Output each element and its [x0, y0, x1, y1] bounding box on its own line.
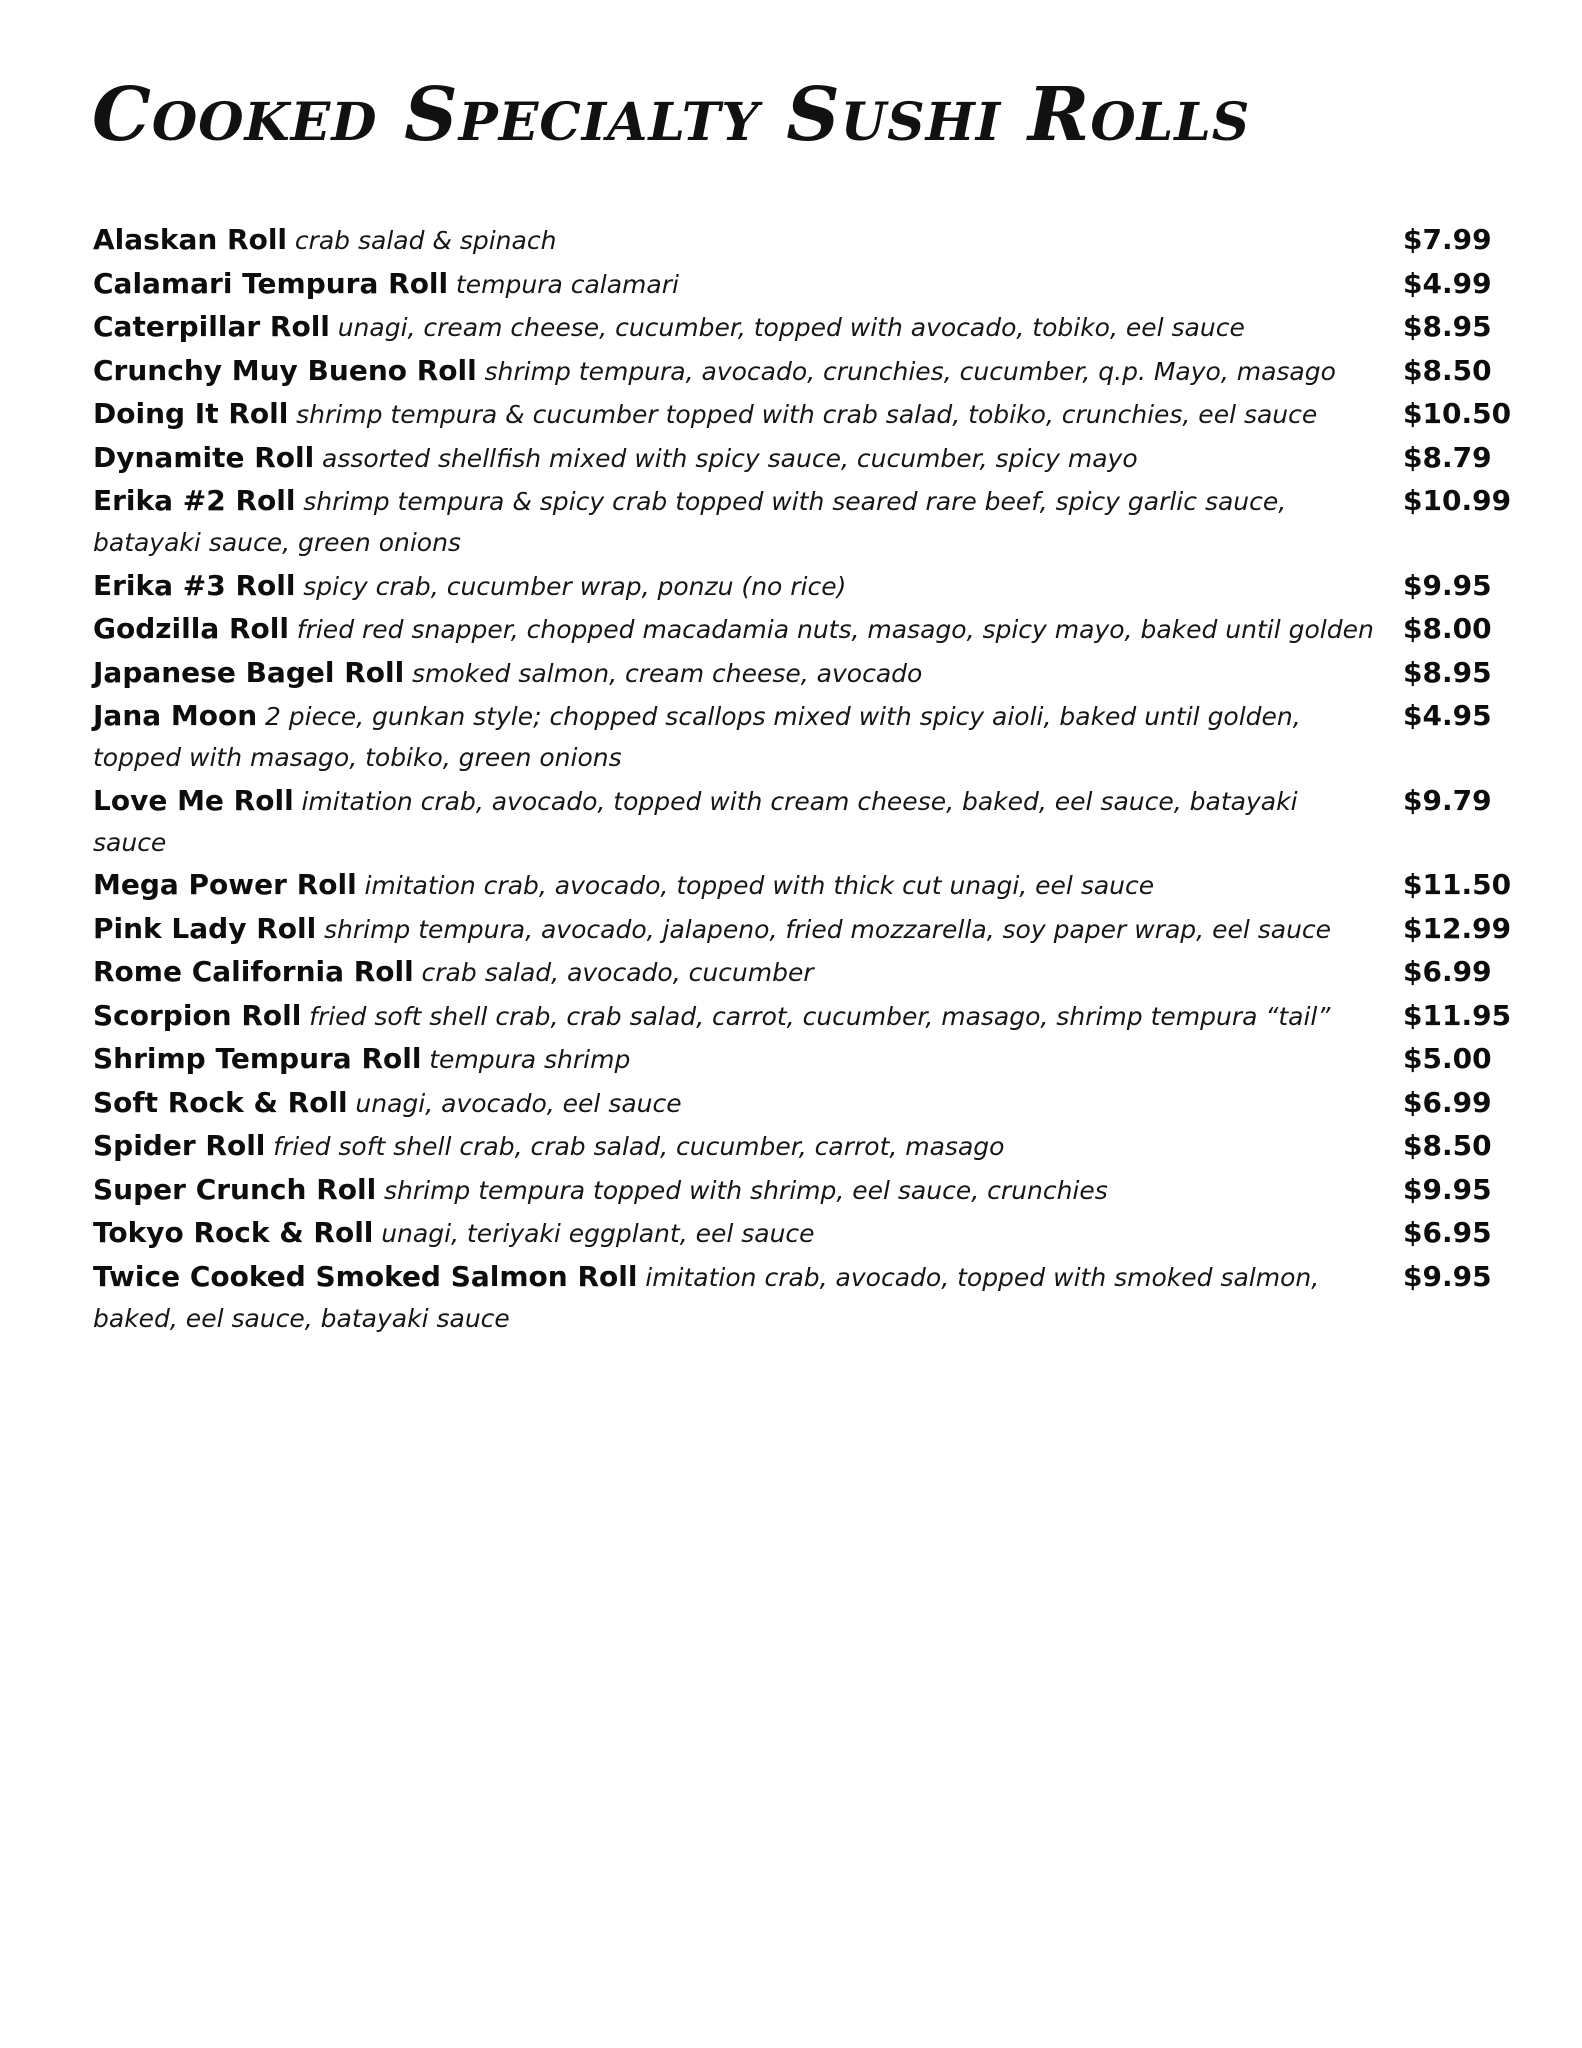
- item-name: Dynamite Roll: [93, 440, 315, 474]
- item-name: Love Me Roll: [93, 783, 294, 817]
- item-price: $8.00: [1403, 612, 1492, 645]
- item-description: unagi, avocado, eel sauce: [355, 1088, 682, 1118]
- item-name: Crunchy Muy Bueno Roll: [93, 353, 477, 387]
- menu-item: [93, 781, 1523, 863]
- item-name: Doing It Roll: [93, 397, 289, 430]
- item-name: Japanese Bagel Roll: [93, 655, 405, 689]
- item-price: $12.99: [1403, 911, 1512, 945]
- item-text: [93, 1039, 1378, 1080]
- item-description: fried soft shell crab, crab salad, carrot, cucumber, masago, shrimp tempura “tail”: [309, 1001, 1331, 1031]
- menu-item: [93, 1083, 1523, 1124]
- menu-item: [93, 1039, 1523, 1080]
- menu-item: [93, 653, 1523, 694]
- item-description: shrimp tempura, avocado, crunchies, cucumber, q.p. Mayo, masago: [484, 356, 1336, 386]
- item-price: $8.79: [1403, 440, 1492, 474]
- menu-item: [93, 394, 1523, 435]
- item-name: Jana Moon: [93, 699, 258, 732]
- item-price: $8.95: [1403, 655, 1492, 689]
- item-price: $7.99: [1403, 223, 1492, 256]
- item-description: fried red snapper, chopped macadamia nuts, masago, spicy mayo, baked until golden: [296, 615, 1374, 644]
- item-description: imitation crab, avocado, topped with smoked salmon, baked, eel sauce, batayaki sauce: [93, 1262, 1320, 1333]
- item-price: $6.99: [1403, 1085, 1492, 1119]
- item-text: [93, 351, 1378, 392]
- item-description: fried soft shell crab, crab salad, cucumber, carrot, masago: [273, 1132, 1005, 1161]
- item-name: Shrimp Tempura Roll: [93, 1042, 422, 1075]
- item-text: [93, 481, 1378, 563]
- item-text: [93, 1126, 1378, 1167]
- menu-item: [93, 264, 1523, 305]
- item-description: imitation crab, avocado, topped with thick cut unagi, eel sauce: [364, 871, 1155, 900]
- item-name: Twice Cooked Smoked Salmon Roll: [93, 1259, 638, 1293]
- item-name: Erika #2 Roll: [93, 484, 296, 517]
- item-price: $8.50: [1403, 1129, 1492, 1162]
- item-price: $4.99: [1403, 266, 1492, 300]
- item-text: [93, 696, 1378, 778]
- item-description: imitation crab, avocado, topped with cream cheese, baked, eel sauce, batayaki sauce: [93, 786, 1298, 857]
- item-description: smoked salmon, cream cheese, avocado: [411, 658, 923, 688]
- item-price: $8.50: [1403, 353, 1492, 387]
- item-name: Erika #3 Roll: [93, 568, 296, 602]
- item-price: $10.50: [1403, 397, 1512, 430]
- menu-item: [93, 1170, 1523, 1211]
- item-name: Alaskan Roll: [93, 223, 288, 256]
- item-description: spicy crab, cucumber wrap, ponzu (no rice): [303, 571, 847, 601]
- menu-item: [93, 865, 1523, 906]
- item-text: [93, 307, 1378, 348]
- menu-item: [93, 996, 1523, 1037]
- menu-title: Cooked Specialty Sushi Rolls: [92, 72, 1251, 158]
- menu-item: [93, 220, 1523, 261]
- item-text: [93, 394, 1378, 435]
- item-text: [93, 1257, 1378, 1339]
- item-text: [93, 781, 1378, 863]
- item-description: assorted shellfish mixed with spicy sauce, cucumber, spicy mayo: [322, 443, 1138, 473]
- menu-item: [93, 1257, 1523, 1339]
- item-name: Spider Roll: [93, 1129, 266, 1162]
- item-text: [93, 264, 1378, 305]
- item-name: Super Crunch Roll: [93, 1172, 377, 1206]
- item-price: $11.50: [1403, 868, 1512, 901]
- item-text: [93, 909, 1378, 950]
- item-description: tempura calamari: [455, 269, 679, 299]
- item-description: shrimp tempura, avocado, jalapeno, fried mozzarella, soy paper wrap, eel sauce: [323, 914, 1332, 944]
- item-price: $9.95: [1403, 1259, 1492, 1293]
- item-description: crab salad, avocado, cucumber: [421, 958, 814, 987]
- menu-item: [93, 307, 1523, 348]
- menu-item: [93, 438, 1523, 479]
- item-name: Pink Lady Roll: [93, 911, 317, 945]
- menu-item: [93, 609, 1523, 650]
- menu-list: [93, 220, 1523, 1341]
- item-text: [93, 952, 1378, 993]
- item-description: 2 piece, gunkan style; chopped scallops mixed with spicy aioli, baked until golden, topped with masago, tobiko, green onions: [93, 702, 1301, 772]
- item-description: unagi, teriyaki eggplant, eel sauce: [381, 1219, 815, 1248]
- menu-item: [93, 909, 1523, 950]
- item-text: [93, 609, 1378, 650]
- menu-item: [93, 952, 1523, 993]
- item-description: tempura shrimp: [429, 1045, 631, 1074]
- item-text: [93, 865, 1378, 906]
- item-price: $11.95: [1403, 998, 1512, 1032]
- menu-item: [93, 1213, 1523, 1254]
- item-text: [93, 566, 1378, 607]
- menu-item: [93, 566, 1523, 607]
- item-description: shrimp tempura & cucumber topped with crab salad, tobiko, crunchies, eel sauce: [296, 400, 1318, 429]
- item-price: $9.95: [1403, 568, 1492, 602]
- menu-item: [93, 1126, 1523, 1167]
- item-text: [93, 220, 1378, 261]
- item-price: $10.99: [1403, 484, 1512, 517]
- item-name: Tokyo Rock & Roll: [93, 1216, 374, 1249]
- item-description: unagi, cream cheese, cucumber, topped with avocado, tobiko, eel sauce: [337, 313, 1245, 342]
- item-name: Mega Power Roll: [93, 868, 357, 901]
- menu-item: [93, 696, 1523, 778]
- item-name: Calamari Tempura Roll: [93, 266, 449, 300]
- item-name: Rome California Roll: [93, 955, 414, 988]
- item-name: Soft Rock & Roll: [93, 1085, 348, 1119]
- item-name: Scorpion Roll: [93, 998, 302, 1032]
- menu-item: [93, 351, 1523, 392]
- item-name: Godzilla Roll: [93, 612, 289, 645]
- item-price: $6.99: [1403, 955, 1492, 988]
- item-description: shrimp tempura & spicy crab topped with seared rare beef, spicy garlic sauce, batayaki sauce, green onions: [93, 487, 1287, 557]
- item-description: shrimp tempura topped with shrimp, eel sauce, crunchies: [383, 1175, 1108, 1205]
- item-price: $9.79: [1403, 783, 1492, 817]
- item-price: $4.95: [1403, 699, 1492, 732]
- item-text: [93, 1083, 1378, 1124]
- item-name: Caterpillar Roll: [93, 310, 330, 343]
- item-price: $5.00: [1403, 1042, 1492, 1075]
- item-text: [93, 438, 1378, 479]
- menu-item: [93, 481, 1523, 563]
- item-price: $8.95: [1403, 310, 1492, 343]
- item-description: crab salad & spinach: [294, 226, 557, 255]
- item-text: [93, 996, 1378, 1037]
- item-price: $9.95: [1403, 1172, 1492, 1206]
- item-text: [93, 1213, 1378, 1254]
- item-text: [93, 1170, 1378, 1211]
- item-price: $6.95: [1403, 1216, 1492, 1249]
- item-text: [93, 653, 1378, 694]
